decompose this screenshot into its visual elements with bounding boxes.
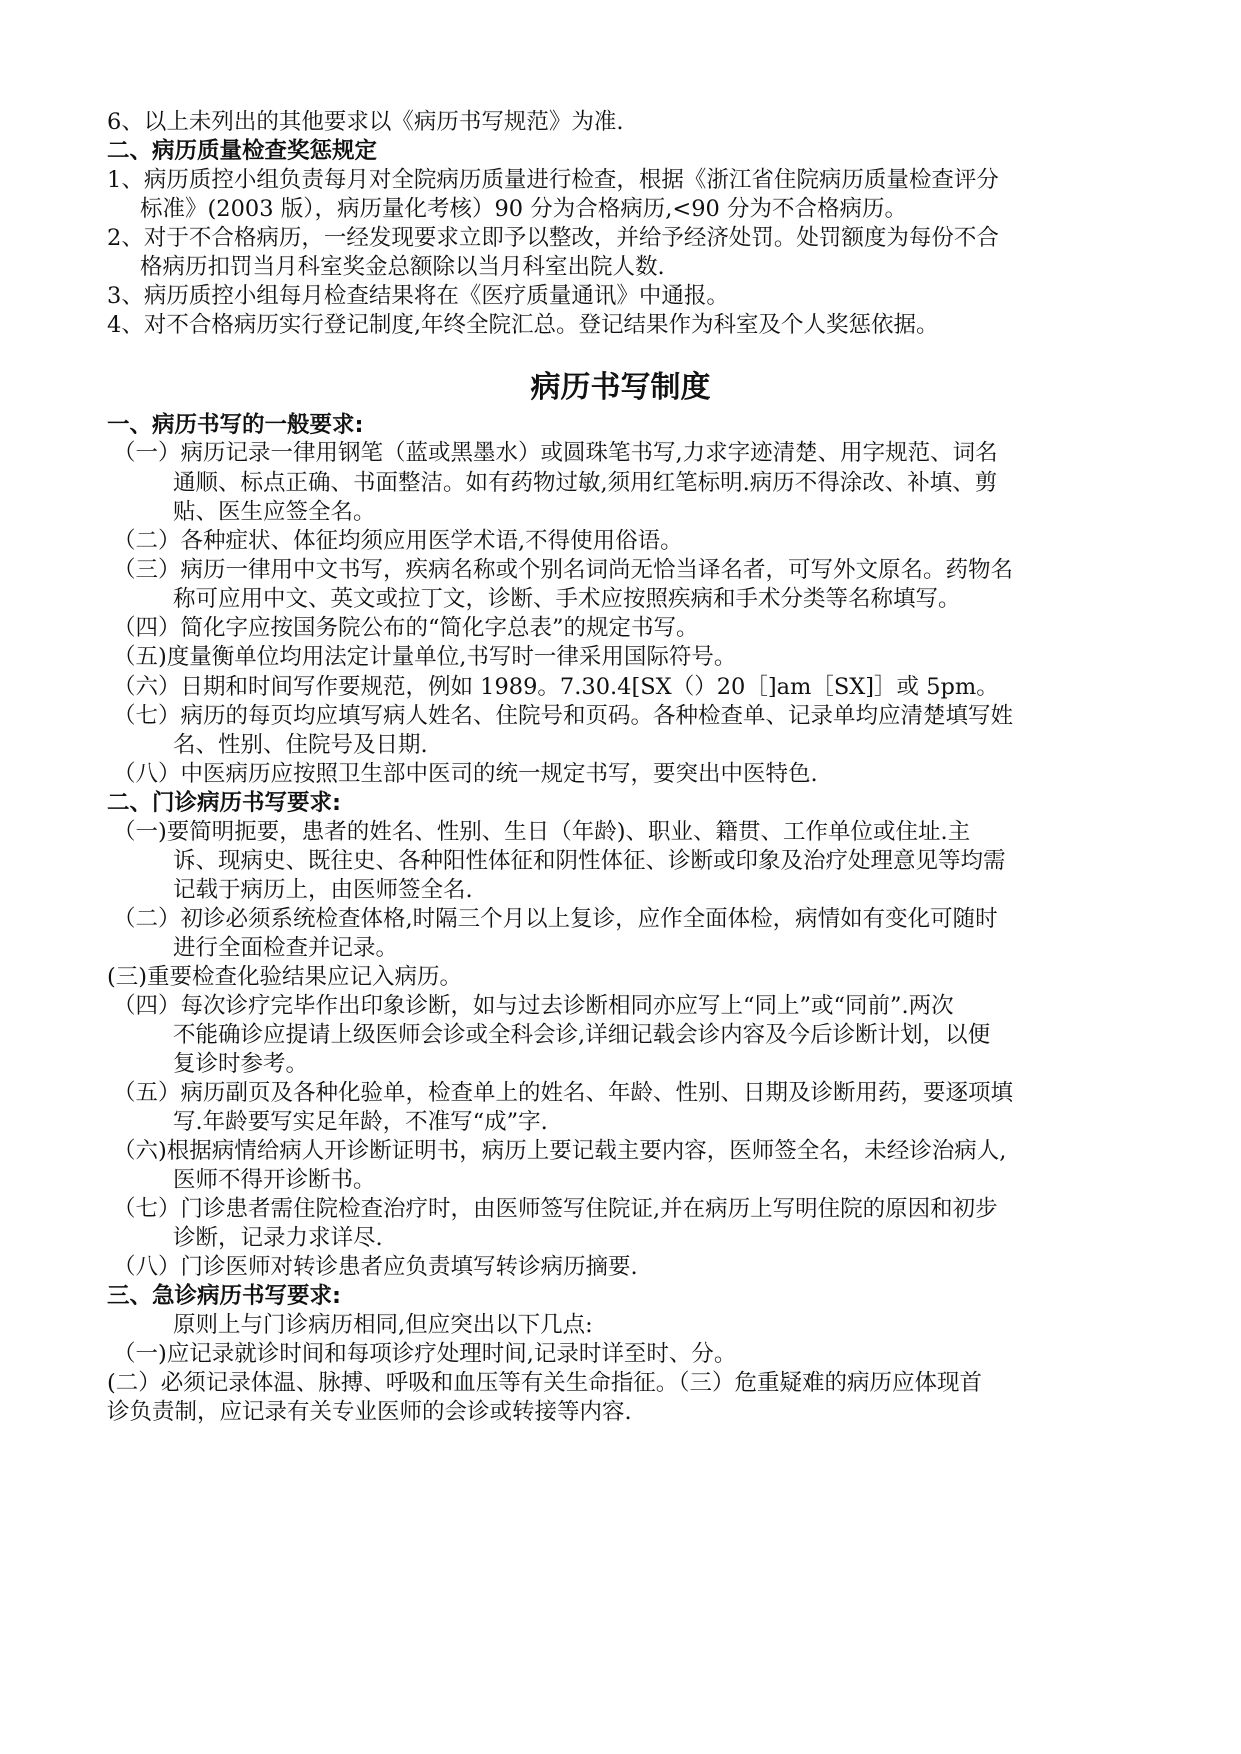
paragraph-line: （五)度量衡单位均用法定计量单位,书写时一律采用国际符号。 — [113, 644, 737, 670]
paragraph-line: 诊负责制，应记录有关专业医师的会诊或转接等内容. — [107, 1399, 632, 1425]
paragraph-line: 格病历扣罚当月科室奖金总额除以当月科室出院人数. — [140, 254, 665, 280]
paragraph-line: 写.年龄要写实足年龄，不准写“成”字. — [173, 1109, 548, 1135]
paragraph-line: （七）门诊患者需住院检查治疗时，由医师签写住院证,并在病历上写明住院的原因和初步 — [113, 1196, 998, 1222]
paragraph-line: 诉、现病史、既往史、各种阳性体征和阴性体征、诊断或印象及治疗处理意见等均需 — [173, 848, 1006, 874]
document-title: 病历书写制度 — [530, 370, 711, 405]
paragraph-line: （一)应记录就诊时间和每项诊疗处理时间,记录时详至时、分。 — [113, 1341, 737, 1367]
paragraph-line: 4、对不合格病历实行登记制度,年终全院汇总。登记结果作为科室及个人奖惩依据。 — [107, 312, 939, 338]
paragraph-line: 3、病历质控小组每月检查结果将在《医疗质量通讯》中通报。 — [107, 283, 729, 309]
section-heading: 二、门诊病历书写要求: — [107, 790, 341, 816]
paragraph-line: （四）简化字应按国务院公布的“简化字总表”的规定书写。 — [113, 615, 699, 641]
paragraph-line: （四）每次诊疗完毕作出印象诊断，如与过去诊断相同亦应写上“同上”或“同前”.两次 — [113, 993, 954, 1019]
paragraph-line: （六)根据病情给病人开诊断证明书，病历上要记载主要内容，医师签全名，未经诊治病人, — [113, 1138, 1007, 1164]
paragraph-line: 不能确诊应提请上级医师会诊或全科会诊,详细记载会诊内容及今后诊断计划，以便 — [173, 1022, 991, 1048]
paragraph-line: 贴、医生应签全名。 — [173, 499, 376, 525]
paragraph-line: 进行全面检查并记录。 — [173, 935, 399, 961]
paragraph-line: 原则上与门诊病历相同,但应突出以下几点: — [173, 1312, 593, 1338]
paragraph-line: （三）病历一律用中文书写，疾病名称或个别名词尚无恰当译名者，可写外文原名。药物名 — [113, 557, 1014, 583]
paragraph-line: 名、性别、住院号及日期. — [173, 732, 428, 758]
section-heading: 二、病历质量检查奖惩规定 — [107, 138, 378, 164]
section-heading: 三、急诊病历书写要求: — [107, 1283, 341, 1309]
paragraph-line: 记载于病历上，由医师签全名. — [173, 877, 473, 903]
paragraph-line: （七）病历的每页均应填写病人姓名、住院号和页码。各种检查单、记录单均应清楚填写姓 — [113, 703, 1014, 729]
paragraph-line: （五）病历副页及各种化验单，检查单上的姓名、年龄、性别、日期及诊断用药，要逐项填 — [113, 1080, 1014, 1106]
paragraph-line: （六）日期和时间写作要规范，例如 1989。7.30.4[SX（）20［]am［SX]］或 5pm。 — [113, 674, 999, 700]
paragraph-line: (三)重要检查化验结果应记入病历。 — [107, 964, 463, 990]
paragraph-line: 6、以上未列出的其他要求以《病历书写规范》为准. — [107, 109, 624, 135]
paragraph-line: 标准》(2003 版），病历量化考核）90 分为合格病历,<90 分为不合格病历。 — [140, 196, 908, 222]
paragraph-line: （一）病历记录一律用钢笔（蓝或黑墨水）或圆珠笔书写,力求字迹清楚、用字规范、词名 — [113, 440, 998, 466]
paragraph-line: (二）必须记录体温、脉搏、呼吸和血压等有关生命指征。（三）危重疑难的病历应体现首 — [107, 1370, 983, 1396]
paragraph-line: 复诊时参考。 — [173, 1051, 309, 1077]
paragraph-line: 1、病历质控小组负责每月对全院病历质量进行检查，根据《浙江省住院病历质量检查评分 — [107, 167, 999, 193]
paragraph-line: 通顺、标点正确、书面整洁。如有药物过敏,须用红笔标明.病历不得涂改、补填、剪 — [173, 470, 998, 496]
paragraph-line: （一)要简明扼要，患者的姓名、性别、生日（年龄)、职业、籍贯、工作单位或住址.主 — [113, 819, 971, 845]
paragraph-line: （八）中医病历应按照卫生部中医司的统一规定书写，要突出中医特色. — [113, 761, 818, 787]
paragraph-line: 诊断，记录力求详尽. — [173, 1225, 383, 1251]
paragraph-line: 医师不得开诊断书。 — [173, 1167, 376, 1193]
paragraph-line: 称可应用中文、英文或拉丁文，诊断、手术应按照疾病和手术分类等名称填写。 — [173, 586, 961, 612]
paragraph-line: （二）各种症状、体征均须应用医学术语,不得使用俗语。 — [113, 528, 683, 554]
paragraph-line: 2、对于不合格病历，一经发现要求立即予以整改，并给予经济处罚。处罚额度为每份不合 — [107, 225, 999, 251]
paragraph-line: （八）门诊医师对转诊患者应负责填写转诊病历摘要. — [113, 1254, 638, 1280]
section-heading: 一、病历书写的一般要求: — [107, 412, 364, 438]
paragraph-line: （二）初诊必须系统检查体格,时隔三个月以上复诊，应作全面体检，病情如有变化可随时 — [113, 906, 998, 932]
